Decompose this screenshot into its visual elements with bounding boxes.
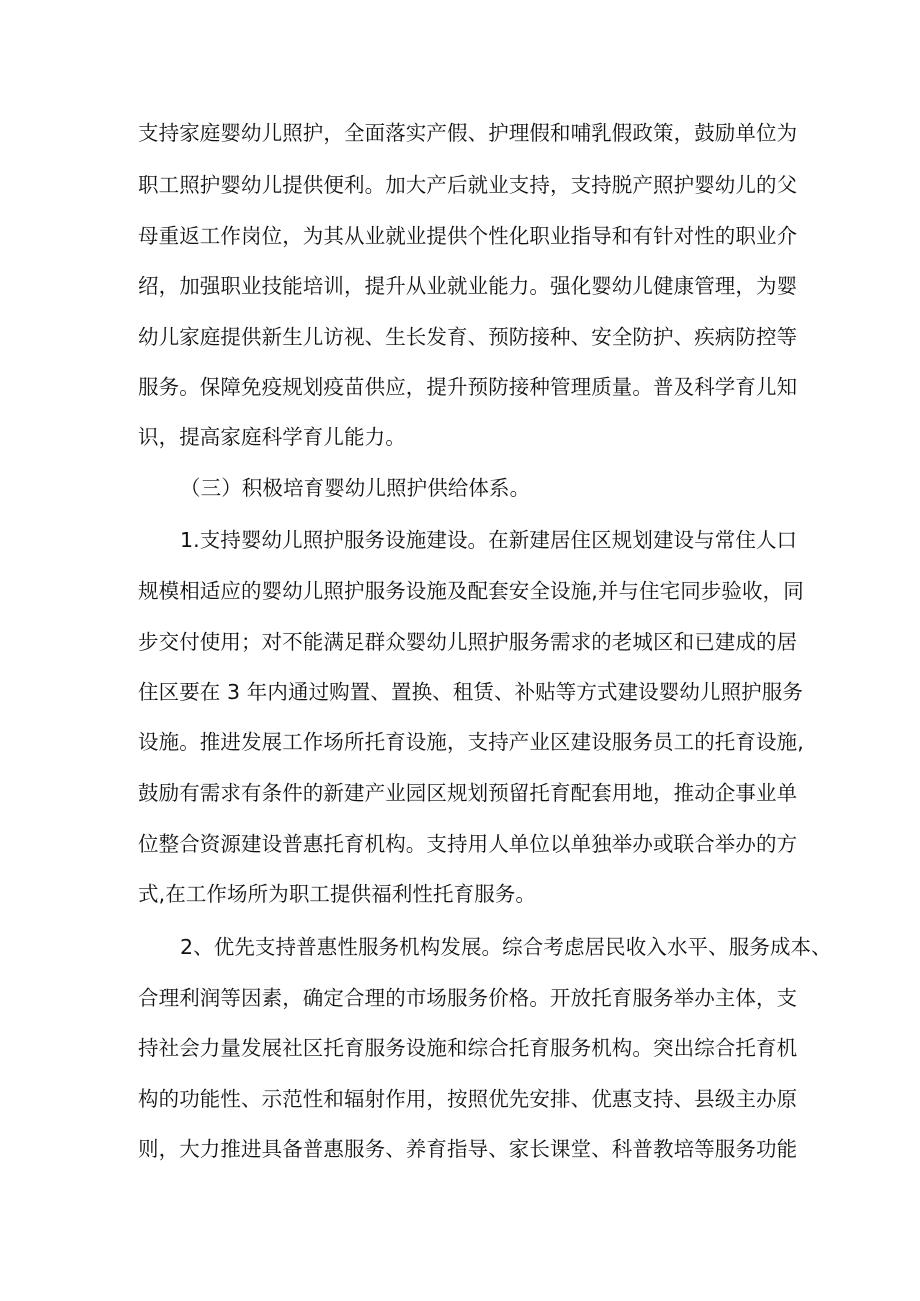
- text-line: 设施。推进发展工作场所托育设施，支持产业区建设服务员工的托育设施,: [138, 730, 804, 754]
- text-line: 2、优先支持普惠性服务机构发展。综合考虑居民收入水平、服务成本、: [180, 935, 832, 959]
- text-line: 合理利润等因素，确定合理的市场服务价格。开放托育服务举办主体，支: [138, 986, 798, 1010]
- text-line: 步交付使用；对不能满足群众婴幼儿照护服务需求的老城区和已建成的居: [138, 630, 798, 654]
- text-line: 规模相适应的婴幼儿照护服务设施及配套安全设施,并与住宅同步验收，同: [138, 579, 804, 603]
- text-line: 母重返工作岗位，为其从业就业提供个性化职业指导和有针对性的职业介: [138, 224, 798, 248]
- text-line: 位整合资源建设普惠托育机构。支持用人单位以单独举办或联合举办的方: [138, 832, 798, 856]
- text-line: 持社会力量发展社区托育服务设施和综合托育服务机构。突出综合托育机: [138, 1036, 798, 1060]
- text-line: 幼儿家庭提供新生儿访视、生长发育、预防接种、安全防护、疾病防控等: [138, 325, 798, 349]
- text-line: 则，大力推进具备普惠服务、养育指导、家长课堂、科普教培等服务功能: [138, 1137, 798, 1161]
- text-line: 支持家庭婴幼儿照护，全面落实产假、护理假和哺乳假政策，鼓励单位为: [138, 121, 798, 145]
- text-line: 职工照护婴幼儿提供便利。加大产后就业支持，支持脱产照护婴幼儿的父: [138, 173, 798, 197]
- text-line: 构的功能性、示范性和辐射作用，按照优先安排、优惠支持、县级主办原: [138, 1087, 798, 1111]
- section-heading: （三）积极培育婴幼儿照护供给体系。: [180, 476, 531, 500]
- text-line: 识，提高家庭科学育儿能力。: [138, 425, 406, 449]
- text-line: 绍，加强职业技能培训，提升从业就业能力。强化婴幼儿健康管理，为婴: [138, 274, 798, 298]
- text-line: 鼓励有需求有条件的新建产业园区规划预留托育配套用地，推动企事业单: [138, 781, 798, 805]
- text-line: 1.支持婴幼儿照护服务设施建设。在新建居住区规划建设与常住人口: [180, 528, 798, 552]
- text-line: 住区要在 3 年内通过购置、置换、租赁、补贴等方式建设婴幼儿照护服务: [138, 680, 803, 704]
- text-line: 服务。保障免疫规划疫苗供应，提升预防接种管理质量。普及科学育儿知: [138, 375, 798, 399]
- text-line: 式,在工作场所为职工提供福利性托育服务。: [138, 882, 537, 906]
